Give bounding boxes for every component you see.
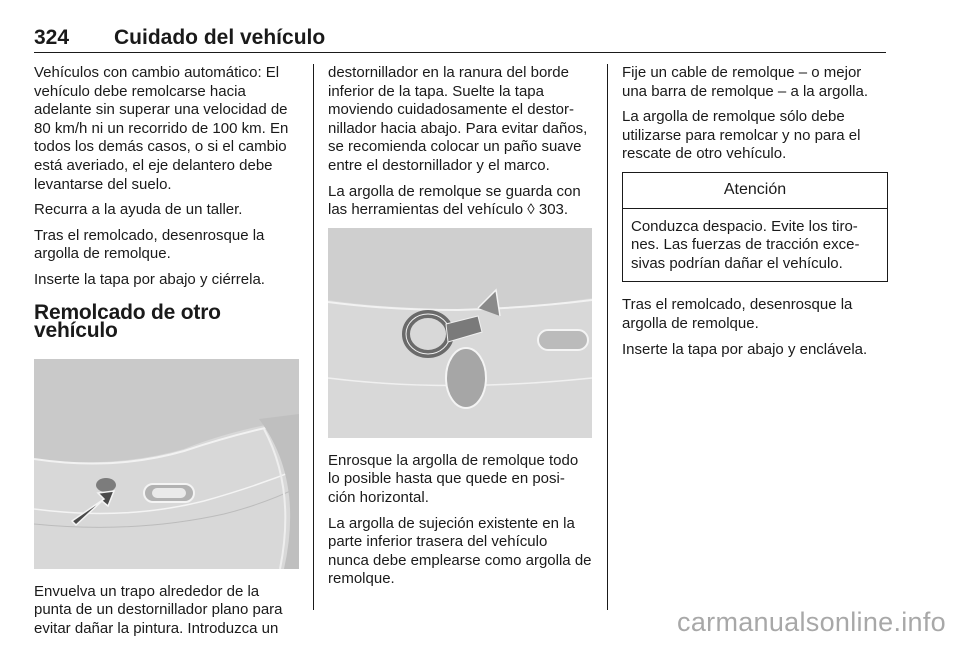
column-divider [313, 64, 314, 610]
attention-title: Atención [623, 173, 887, 209]
paragraph: Inserte la tapa por abajo y ciérrela. [34, 270, 265, 288]
column-divider [607, 64, 608, 610]
paragraph: Envuelva un trapo alrededor de la punta de un destornillador plano para evitar dañar la pintura. Introduzca un [34, 582, 283, 637]
paragraph: Tras el remolcado, desenrosque la argolla de remolque. [34, 226, 265, 263]
paragraph: Enrosque la argolla de remolque todo lo posible hasta que quede en posi-ción horizontal. [328, 451, 579, 506]
rear-bumper-cover-illustration-svg [34, 359, 299, 569]
column-1 [34, 64, 299, 646]
paragraph: destornillador en la ranura del borde inferior de la tapa. Suelte la tapa moviendo cuidadosamente el destor-nillador hacia abajo. Para evitar daños, se recomienda colocar un paño suave entre el destornillador y el marco. [328, 64, 588, 174]
paragraph: La argolla de remolque se guarda con las herramientas del vehículo ◊ 303. [328, 182, 581, 219]
paragraph: Vehículos con cambio automático: El vehículo debe remolcarse hacia adelante sin superar una velocidad de 80 km/h ni un recorrido de 100 km. En todos los demás casos, o si el cambio está averiado, el eje delantero debe levantarse del suelo. [34, 64, 289, 193]
header-rule [34, 52, 886, 53]
watermark: carmanualsonline.info [677, 607, 946, 637]
column-3 [622, 64, 888, 366]
paragraph: Inserte la tapa por abajo y enclávela. [622, 340, 868, 358]
page-header [34, 22, 886, 52]
chapter-title: Cuidado del vehículo [114, 26, 326, 49]
paragraph: Tras el remolcado, desenrosque la argolla de remolque. [622, 296, 853, 332]
rear-bumper-cover-illustration [34, 359, 299, 569]
section-heading: Remolcado de otro vehículo [34, 300, 221, 343]
towing-eye-illustration-svg [328, 228, 592, 438]
page-number: 324 [34, 26, 70, 49]
paragraph: La argolla de remolque sólo debe utilizarse para remolcar y no para el rescate de otro vehículo. [622, 108, 861, 163]
paragraph: Recurra a la ayuda de un taller. [34, 201, 243, 219]
paragraph: La argolla de sujeción existente en la parte inferior trasera del vehículo nunca debe emplearse como argolla de remolque. [328, 514, 592, 588]
attention-body: Conduzca despacio. Evite los tiro-nes. Las fuerzas de tracción exce-sivas podrían dañar el vehículo. [631, 217, 860, 272]
column-2 [328, 64, 592, 596]
towing-eye-illustration [328, 228, 592, 438]
paragraph: Fije un cable de remolque – o mejor una barra de remolque – a la argolla. [622, 64, 868, 100]
attention-box [622, 172, 888, 282]
